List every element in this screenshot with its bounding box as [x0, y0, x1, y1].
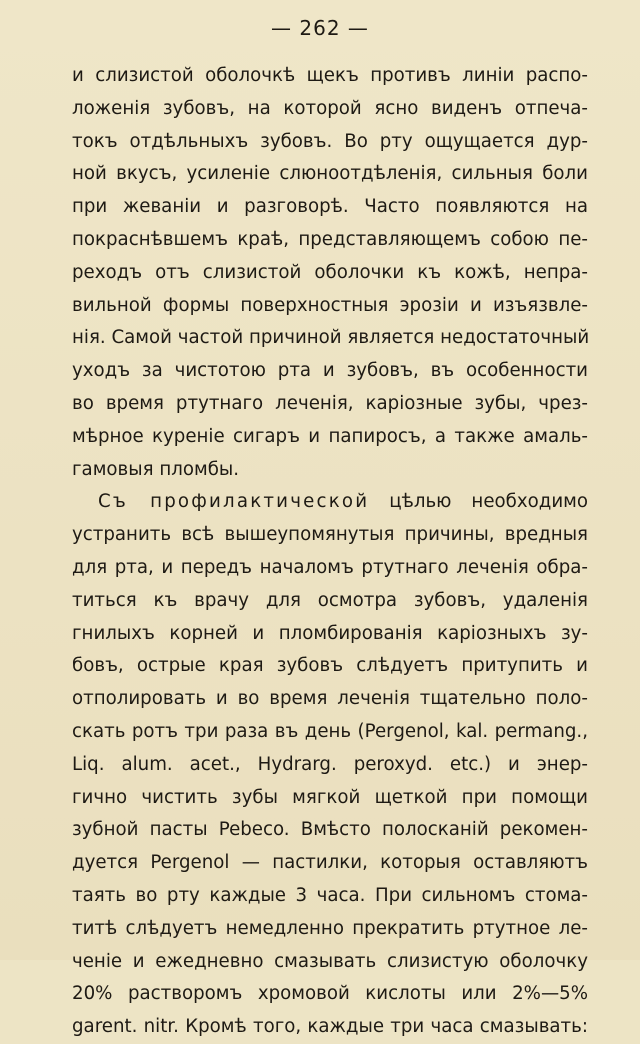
text-line: и слизистой оболочкѣ щекъ противъ линіи распо- — [72, 65, 588, 86]
paragraph-2-first-line — [72, 486, 588, 519]
text-line: токъ отдѣльныхъ зубовъ. Во рту ощущается дур- — [72, 130, 588, 152]
text-line: при жеваніи и разговорѣ. Часто появляются на — [72, 196, 588, 218]
text-line: устранить всѣ вышеупомянутыя причины, вредныя — [72, 524, 588, 546]
text-line: во время ртутнаго леченія, каріозные зубы, чрез- — [72, 392, 588, 414]
text-line: дуется Pergenol — пастилки, которыя оставляютъ — [72, 852, 588, 874]
text-line: титѣ слѣдуетъ немедленно прекратить ртутное ле- — [72, 917, 588, 939]
text-line: таять во рту каждые 3 часа. При сильномъ стома- — [72, 884, 588, 906]
page-text — [72, 60, 588, 1044]
paragraph-1 — [72, 60, 588, 486]
text-line: Liq. alum. acet., Hydrarg. peroxyd. etc.) и энер- — [72, 753, 588, 775]
lead-text-rest: цѣлью необходимо — [389, 491, 588, 513]
text-line: уходъ за чистотою рта и зубовъ, въ особенности — [72, 360, 588, 382]
text-line: нія. Самой частой причиной является недостаточный — [72, 327, 590, 349]
text-line: garent. nitr. Кромѣ того, каждые три часа смазывать: — [72, 1016, 588, 1038]
text-line: скать ротъ три раза въ день (Pergenol, kal. permang., — [72, 720, 588, 742]
text-line: гично чистить зубы мягкой щеткой при помощи — [72, 786, 588, 808]
text-line: покраснѣвшемъ краѣ, представляющемъ собою пе- — [72, 228, 588, 250]
text-line: мѣрное куреніе сигаръ и папиросъ, а также амаль- — [72, 425, 588, 447]
text-line: реходъ отъ слизистой оболочки къ кожѣ, непра- — [72, 261, 588, 283]
paragraph-2 — [72, 486, 588, 1044]
text-line: гамовыя пломбы. — [72, 458, 240, 480]
spaced-lead-text: Съ профилактической — [98, 491, 370, 513]
text-line: 20% растворомъ хромовой кислоты или 2%—5% — [72, 983, 588, 1005]
text-line: ченіе и ежедневно смазывать слизистую оболочку — [72, 950, 588, 972]
text-line: ной вкусъ, усиленіе слюноотдѣленія, сильныя боли — [72, 163, 588, 185]
text-line: титься къ врачу для осмотра зубовъ, удаленія — [72, 589, 588, 611]
text-line: вильной формы поверхностныя эрозіи и изъязвле- — [72, 294, 588, 316]
text-line: для рта, и передъ началомъ ртутнаго леченія обра- — [72, 556, 588, 578]
text-line: ложенія зубовъ, на которой ясно виденъ отпеча- — [72, 97, 588, 119]
page-number: — 262 — — [271, 16, 369, 40]
text-line: зубной пасты Pebeco. Вмѣсто полосканій рекомен- — [72, 819, 588, 841]
text-line: отполировать и во время леченія тщательно поло- — [72, 688, 588, 710]
text-line: гнилыхъ корней и пломбированія каріозныхъ зу- — [72, 622, 588, 644]
text-line: бовъ, острые края зубовъ слѣдуетъ притупить и — [72, 655, 588, 677]
